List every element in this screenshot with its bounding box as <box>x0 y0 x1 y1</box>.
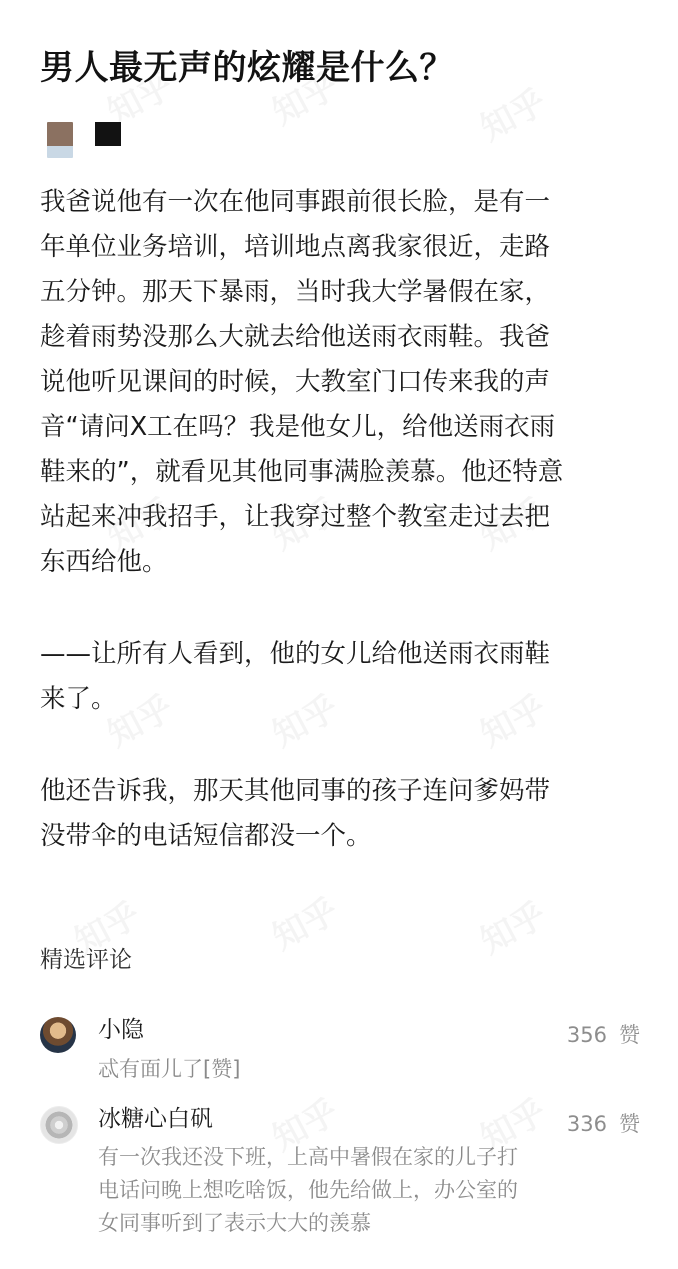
like-label: 赞 <box>619 1112 640 1136</box>
commenter-name[interactable]: 小隐 <box>98 1017 144 1043</box>
answer-paragraph: 我爸说他有一次在他同事跟前很长脸，是有一 年单位业务培训，培训地点离我家很近，走路 五分钟。那天下暴雨，当时我大学暑假在家， 趁着雨势没那么大就去给他送雨衣雨鞋。我爸 说他听见课间的时候，大教室门口传来我的声 音“请问X工在吗？我是他女儿，给他送雨衣雨 鞋来的”，就看见其他同事满脸羡慕。他还特意 站起来冲我招手，让我穿过整个教室走过去把 东西给他。 <box>40 187 564 577</box>
comment-text: 有一次我还没下班，上高中暑假在家的儿子打 电话问晚上想吃啥饭，他先给做上，办公室的 女同事听到了表示大大的羡慕 <box>98 1145 518 1235</box>
like-label: 赞 <box>619 1023 640 1047</box>
comment-item <box>40 1017 640 1087</box>
comment-like-button[interactable] <box>567 1020 640 1050</box>
comment-text: 忒有面儿了[赞] <box>98 1057 241 1081</box>
comment-item <box>40 1106 640 1246</box>
question-title: 男人最无声的炫耀是什么？ <box>40 48 454 88</box>
like-count: 336 <box>566 1112 607 1136</box>
comment-like-button[interactable] <box>567 1109 640 1139</box>
author-avatars <box>47 122 167 162</box>
commenter-avatar[interactable] <box>40 1106 78 1144</box>
commenter-avatar[interactable] <box>40 1017 76 1053</box>
commenter-name[interactable]: 冰糖心白矾 <box>98 1106 213 1132</box>
like-count: 356 <box>566 1023 607 1047</box>
featured-comments-title: 精选评论 <box>40 947 132 973</box>
author-avatar[interactable] <box>95 122 121 146</box>
answer-content <box>40 180 640 906</box>
author-avatar[interactable] <box>47 122 73 158</box>
answer-paragraph: ——让所有人看到，他的女儿给他送雨衣雨鞋 来了。 <box>40 639 551 714</box>
answer-paragraph: 他还告诉我，那天其他同事的孩子连问爹妈带 没带伞的电话短信都没一个。 <box>40 776 551 851</box>
